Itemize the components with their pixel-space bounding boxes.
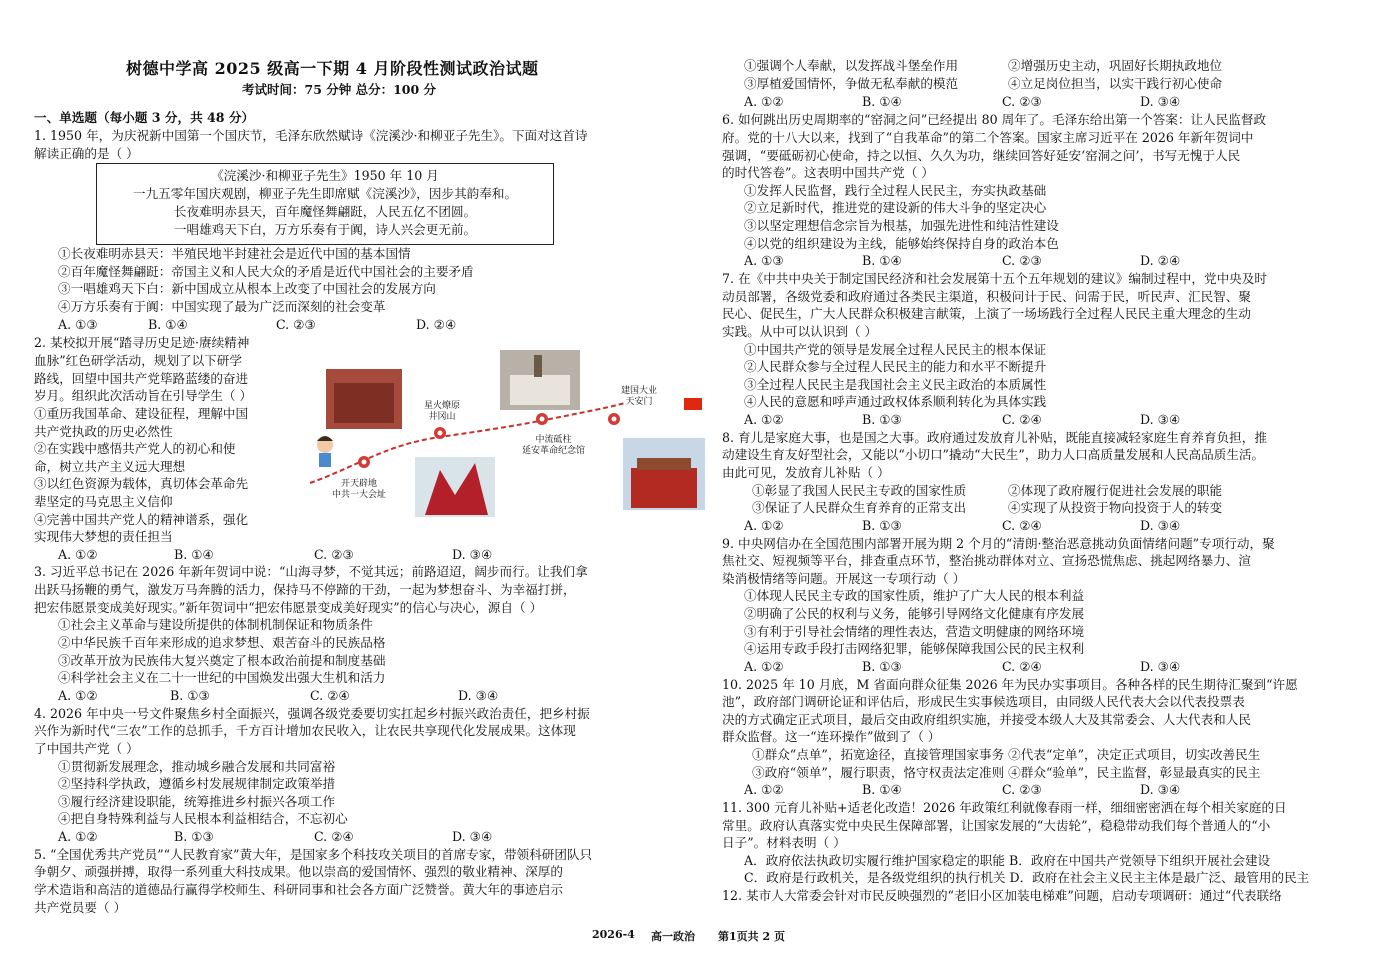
q6-line: 府。党的十八大以来，找到了“自我革命”的第二个答案。国家主席习近平在 2026 年新年贺词中 xyxy=(722,130,1254,145)
q9-answer-d: D. ③④ xyxy=(1140,659,1181,674)
q8-answer-a: A. ①② xyxy=(744,518,784,533)
q6-option: ①发挥人民监督，践行全过程人民民主，夯实执政基础 xyxy=(744,183,1047,198)
q6-option: ④以党的组织建设为主线，能够始终保持自身的政治本色 xyxy=(744,236,1059,251)
q2-option: ①重历我国革命、建设征程，理解中国 xyxy=(34,406,249,421)
q9-option: ③有利于引导社会情绪的理性表达，营造文明健康的网络环境 xyxy=(744,624,1085,639)
q5-answer-b: B. ①④ xyxy=(862,94,902,109)
exam-info: 考试时间：75 分钟 总分：100 分 xyxy=(242,82,437,97)
q3-option: ④科学社会主义在二十一世纪的中国焕发出强大生机和活力 xyxy=(58,670,386,685)
poem-line: 一九五零年国庆观剧，柳亚子先生即席赋《浣溪沙》，因步其韵奉和。 xyxy=(132,186,518,201)
q2-line: 血脉”红色研学活动，规划了以下研学 xyxy=(34,353,242,368)
q8-option: ③保证了人民群众生育养育的正常支出 xyxy=(752,500,967,515)
flag-icon xyxy=(684,398,702,410)
q6-option: ③以坚定理想信念宗旨为根基，加强先进性和纯洁性建设 xyxy=(744,218,1059,233)
q11-option: C．政府是行政机关，是各级党组织的执行机关 D．政府在社会主义民主主体是最广泛、最管用的民主 xyxy=(744,870,1310,885)
q2-line: 路线，回望中国共产党筚路蓝缕的奋进 xyxy=(34,371,249,386)
q5-answer-a: A. ①② xyxy=(744,94,784,109)
q7-answer-d: D. ③④ xyxy=(1140,412,1181,427)
q8-option: ④实现了从投资于物向投资于人的转变 xyxy=(1008,500,1223,515)
q7-option: ②人民群众参与全过程人民民主的能力和水平不断提升 xyxy=(744,359,1047,374)
q10-line: 池”，政府部门调研论证和评估后，形成民生实事候选项目，由同级人民代表大会以代表投票表 xyxy=(722,694,1245,709)
q4-answer-d: D. ③④ xyxy=(452,829,493,844)
q9-answer-c: C. ②④ xyxy=(1002,659,1042,674)
q4-line: 了中国共产党（ ） xyxy=(34,741,139,756)
q2-option: ②在实践中感悟共产党人的初心和使 xyxy=(34,441,236,456)
q10-line: 决的方式确定正式项目，最后交由政府组织实施，并接受本级人大及其常委会、人大代表和人民 xyxy=(722,712,1251,727)
q2-answer-d: D. ③④ xyxy=(452,547,493,562)
q6-answer-a: A. ①③ xyxy=(744,253,784,268)
q10-option: ①群众“点单”，拓宽途径，直接管理国家事务 ②代表“定单”，决定正式项目，切实改善民生 xyxy=(752,747,1261,762)
q6-line: 的时代答卷”。这表明中国共产党（ ） xyxy=(722,165,934,180)
q11-line: 日子”。材料表明（ ） xyxy=(722,835,846,850)
section-heading: 一、单选题（每小题 3 分，共 48 分） xyxy=(34,110,255,125)
q4-answer-c: C. ②④ xyxy=(314,829,354,844)
q7-answer-b: B. ①③ xyxy=(862,412,902,427)
q1-stem-line: 解读正确的是（ ） xyxy=(34,146,139,161)
q2-option: 实现伟大梦想的责任担当 xyxy=(34,529,173,544)
q3-line: 出跃马扬鞭的勇气，激发万马奔腾的活力，保持马不停蹄的干劲，一起为梦想奋斗、为幸福打拼， xyxy=(34,582,576,597)
page-title: 树德中学高 2025 级高一下期 4 月阶段性测试政治试题 xyxy=(126,59,539,78)
q9-option: ①体现人民民主专政的国家性质，维护了广大人民的根本利益 xyxy=(744,588,1085,603)
q6-line: 6. 如何跳出历史周期率的“窑洞之问”已经提出 80 周年了。毛泽东给出第一个答案：让人民监督政 xyxy=(722,112,1267,127)
q9-line: 染消极情绪等问题。开展这一专项行动（ ） xyxy=(722,571,966,586)
q4-answer-b: B. ①③ xyxy=(174,829,214,844)
q2-option: 共产党执政的历史必然性 xyxy=(34,424,173,439)
q7-line: 7. 在《中共中央关于制定国民经济和社会发展第十五个五年规划的建议》编制过程中，党中央及时 xyxy=(722,271,1267,286)
q7-option: ④人民的意愿和呼声通过政权体系顺利转化为具体实践 xyxy=(744,394,1047,409)
q3-answer-b: B. ①③ xyxy=(170,688,210,703)
stop-jinggangshan: 星火燎原 井冈山 xyxy=(424,401,461,422)
q2-answer-c: C. ②③ xyxy=(314,547,354,562)
q1-answer-a: A. ①③ xyxy=(58,317,98,332)
q5-line: 学术造诣和高洁的道德品行赢得学校师生、科研同事和社会各方面广泛赞誉。黄大年的事迹启示 xyxy=(34,882,563,897)
q2-answer-a: A. ①② xyxy=(58,547,98,562)
q3-answer-a: A. ①② xyxy=(58,688,98,703)
q10-line: 群众监督。这一“连环操作”做到了（ ） xyxy=(722,729,941,744)
footer-date: 2026-4 xyxy=(592,928,635,941)
q1-stem-line: 1. 1950 年，为庆祝新中国第一个国庆节，毛泽东欣然赋诗《浣溪沙·和柳亚子先生》。下面对这首诗 xyxy=(34,128,588,143)
q5-answer-c: C. ②③ xyxy=(1002,94,1042,109)
q2-option: ③以红色资源为载体，真切体会革命先 xyxy=(34,476,249,491)
footer-page: 第1页共 2 页 xyxy=(718,930,785,943)
q7-answer-a: A. ①② xyxy=(744,412,784,427)
q7-line: 民心、促民生，广大人民群众积极建言献策，上演了一场场践行全过程人民民主重大理念的生动 xyxy=(722,306,1251,321)
q3-answer-d: D. ③④ xyxy=(458,688,499,703)
footer-subject: 高一政治 xyxy=(651,930,695,943)
q3-line: 3. 习近平总书记在 2026 年新年贺词中说：“山海寻梦，不觉其远；前路迢迢，阔步而行。让我们拿 xyxy=(34,564,588,579)
poem-line: 长夜难明赤县天，百年魔怪舞翩跹，人民五亿不团圆。 xyxy=(173,204,477,219)
q6-option: ②立足新时代，推进党的建设新的伟大斗争的坚定决心 xyxy=(744,200,1047,215)
q6-answer-c: C. ②③ xyxy=(1002,253,1042,268)
q10-answer-c: C. ②③ xyxy=(1002,782,1042,797)
q2-option: 命，树立共产主义远大理想 xyxy=(34,459,186,474)
q6-line: 强调，“要砥砺初心使命，持之以恒、久久为功，继续回答好延安‘窑洞之问’，书写无愧于人民 xyxy=(722,148,1241,163)
q9-answer-b: B. ①③ xyxy=(862,659,902,674)
q10-answer-d: D. ③④ xyxy=(1140,782,1181,797)
tiananmen-photo xyxy=(623,438,705,510)
q8-line: 8. 育儿是家庭大事，也是国之大事。政府通过发放育儿补贴，既能直接减轻家庭生育养育负担，推 xyxy=(722,430,1267,445)
q2-answer-b: B. ①④ xyxy=(174,547,214,562)
q7-line: 实践。从中可以认识到（ ） xyxy=(722,324,878,339)
q5-option: ②增强历史主动，巩固好长期执政地位 xyxy=(1008,58,1223,73)
stop-first-congress: 开天辟地 中共一大会址 xyxy=(332,479,387,500)
q12-line: 12. 某市人大常委会针对市民反映强烈的“老旧小区加装电梯难”问题，启动专项调研：通过“代表联络 xyxy=(722,888,1282,903)
q3-option: ①社会主义革命与建设所提供的体制机制保证和物质条件 xyxy=(58,617,373,632)
q4-line: 4. 2026 年中央一号文件聚焦乡村全面振兴，强调各级党委要切实扛起乡村振兴政治责任，把乡村振 xyxy=(34,706,590,721)
q5-option: ③厚植爱国情怀，争做无私奉献的模范 xyxy=(744,76,959,91)
q10-option: ③政府“领单”，履行职责，恪守权责法定准则 ④群众“验单”，民主监督，彰显最真实的民主 xyxy=(752,765,1261,780)
q4-answer-a: A. ①② xyxy=(58,829,98,844)
q11-line: 11. 300 元育儿补贴+适老化改造！2026 年政策红利就像春雨一样，细细密密洒在每个相关家庭的日 xyxy=(722,800,1287,815)
q7-line: 动员部署，各级党委和政府通过各类民主渠道，积极问计于民、问需于民，听民声、汇民智、聚 xyxy=(722,289,1251,304)
q8-line: 由此可见，发放育儿补贴（ ） xyxy=(722,465,890,480)
q7-option: ③全过程人民民主是我国社会主义民主政治的本质属性 xyxy=(744,377,1047,392)
q6-answer-d: D. ②④ xyxy=(1140,253,1181,268)
q1-option: ①长夜难明赤县天：半殖民地半封建社会是近代中国的基本国情 xyxy=(58,246,411,261)
q5-option: ④立足岗位担当，以实干践行初心使命 xyxy=(1008,76,1223,91)
poem-line: 一唱雄鸡天下白，万方乐奏有于阗，诗人兴会更无前。 xyxy=(173,222,477,237)
q2-line: 2. 某校拟开展“踏寻历史足迹·赓续精神 xyxy=(34,335,250,350)
q4-line: 兴作为新时代“三农”工作的总抓手，千方百计增加农民收入，让农民共享现代化发展成果。这体现 xyxy=(34,723,576,738)
q4-option: ②坚持科学执政，遵循乡村发展规律制定政策举措 xyxy=(58,776,336,791)
q8-option: ②体现了政府履行促进社会发展的职能 xyxy=(1008,483,1223,498)
q5-line: 争朝夕、顽强拼搏，取得一系列重大科技成果。他以崇高的爱国情怀、强烈的敬业精神、深厚的 xyxy=(34,864,563,879)
q6-answer-b: B. ①④ xyxy=(862,253,902,268)
stop-yanan: 中流砥柱 延安革命纪念馆 xyxy=(522,435,586,456)
q5-answer-d: D. ③④ xyxy=(1140,94,1181,109)
q9-answer-a: A. ①② xyxy=(744,659,784,674)
q1-option: ②百年魔怪舞翩跹：帝国主义和人民大众的矛盾是近代中国社会的主要矛盾 xyxy=(58,264,474,279)
q4-option: ④把自身特殊利益与人民根本利益相结合，不忘初心 xyxy=(58,811,348,826)
q3-option: ③改革开放为民族伟大复兴奠定了根本政治前提和制度基础 xyxy=(58,653,386,668)
q4-option: ①贯彻新发展理念，推动城乡融合发展和共同富裕 xyxy=(58,759,336,774)
stop-tiananmen: 建国大业 天安门 xyxy=(621,386,658,407)
q2-line: 岁月。组织此次活动旨在引导学生（ ） xyxy=(34,388,253,403)
q3-answer-c: C. ②④ xyxy=(310,688,350,703)
poem-box xyxy=(96,163,554,245)
q11-line: 常里。政府认真落实党中央民生保障部署，让国家发展的“大齿轮”，稳稳带动我们每个普通人的“小 xyxy=(722,818,1271,833)
q10-answer-a: A. ①② xyxy=(744,782,784,797)
q5-line: 5. “全国优秀共产党员”“人民教育家”黄大年，是国家多个科技攻关项目的首席专家，带领科研团队只 xyxy=(34,847,593,862)
q1-answer-d: D. ②④ xyxy=(416,317,457,332)
q1-answer-c: C. ②③ xyxy=(276,317,316,332)
q1-answer-b: B. ①④ xyxy=(148,317,188,332)
q8-option: ①彰显了我国人民民主专政的国家性质 xyxy=(752,483,967,498)
q1-option: ④万方乐奏有于阗：中国实现了最为广泛而深刻的社会变革 xyxy=(58,299,386,314)
q8-answer-b: B. ①③ xyxy=(862,518,902,533)
q8-answer-c: C. ②④ xyxy=(1002,518,1042,533)
q3-option: ②中华民族千百年来形成的追求梦想、艰苦奋斗的民族品格 xyxy=(58,635,386,650)
q9-line: 9. 中央网信办在全国范围内部署开展为期 2 个月的“清朗·整治恶意挑动负面情绪问题”专项行动，聚 xyxy=(722,536,1275,551)
q8-answer-d: D. ③④ xyxy=(1140,518,1181,533)
q5-line: 共产党员要（ ） xyxy=(34,900,127,915)
q5-option: ①强调个人奉献，以发挥战斗堡垒作用 xyxy=(744,58,959,73)
q9-option: ②明确了公民的权利与义务，能够引导网络文化健康有序发展 xyxy=(744,606,1085,621)
q11-option: A．政府依法执政切实履行维护国家稳定的职能 B．政府在中国共产党领导下组织开展社会建设 xyxy=(744,853,1271,868)
q9-line: 焦社交、短视频等平台，排查重点环节，整治挑动群体对立、宣扬恐慌焦虑、挑起网络暴力、渲 xyxy=(722,553,1251,568)
q10-line: 10. 2025 年 10 月底，M 省面向群众征集 2026 年为民办实事项目。各种各样的民生期待汇聚到“许愿 xyxy=(722,677,1298,692)
q9-option: ④运用专政手段打击网络犯罪，能够保障我国公民的民主权利 xyxy=(744,641,1085,656)
q10-answer-b: B. ①④ xyxy=(862,782,902,797)
poem-title: 《浣溪沙·和柳亚子先生》1950 年 10 月 xyxy=(211,168,439,183)
q2-option: 辈坚定的马克思主义信仰 xyxy=(34,494,173,509)
red-study-route-illustration xyxy=(290,345,630,520)
q1-option: ③一唱雄鸡天下白：新中国成立从根本上改变了中国社会的发展方向 xyxy=(58,281,436,296)
q8-line: 动建设生育友好型社会，又能以“小切口”撬动“大民生”，助力人口高质量发展和人民高品质生活。 xyxy=(722,447,1265,462)
q2-option: ④完善中国共产党人的精神谱系，强化 xyxy=(34,512,249,527)
q7-option: ①中国共产党的领导是发展全过程人民民主的根本保证 xyxy=(744,342,1047,357)
q7-answer-c: C. ②④ xyxy=(1002,412,1042,427)
q3-line: 把宏伟愿景变成美好现实。”新年贺词中“把宏伟愿景变成美好现实”的信心与决心，源自（ ） xyxy=(34,600,543,615)
q4-option: ③履行经济建设职能，统筹推进乡村振兴各项工作 xyxy=(58,794,336,809)
